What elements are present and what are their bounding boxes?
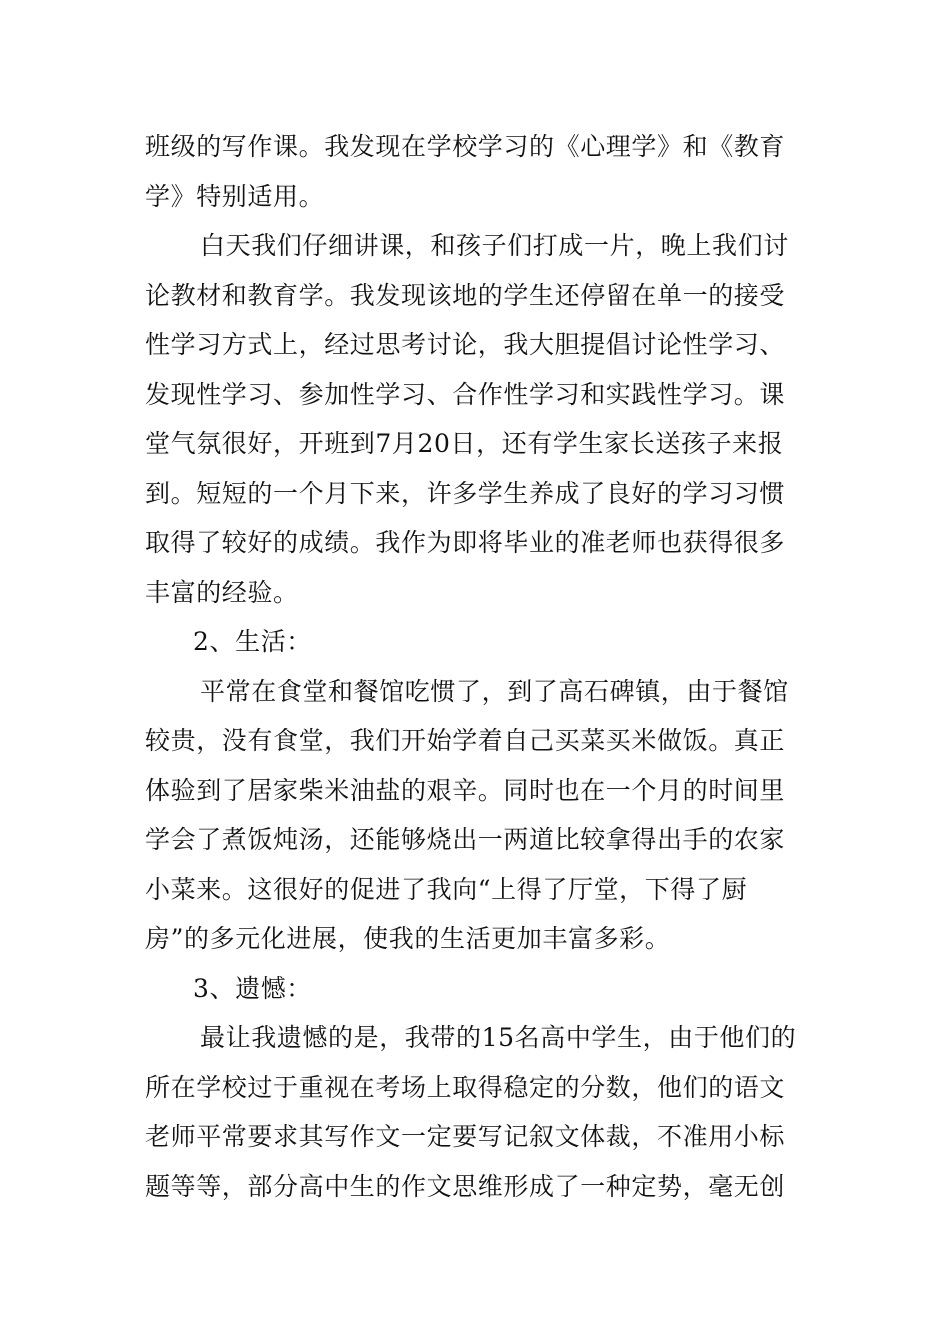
- text-line: 老师平常要求其写作文一定要写记叙文体裁，不准用小标: [145, 1122, 786, 1151]
- text-line: 房”的多元化进展，使我的生活更加丰富多彩。: [145, 924, 671, 953]
- text-line: 堂气氛很好，开班到7月20日，还有学生家长送孩子来报: [145, 429, 784, 458]
- text-line: 体验到了居家柴米油盐的艰辛。同时也在一个月的时间里: [145, 775, 786, 805]
- text-line: 丰富的经验。: [145, 577, 299, 607]
- text-line: 所在学校过于重视在考场上取得稳定的分数，他们的语文: [145, 1072, 786, 1102]
- text-line: 较贵，没有食堂，我们开始学着自己买菜买米做饭。真正: [145, 726, 786, 755]
- text-line: 论教材和教育学。我发现该地的学生还停留在单一的接受: [145, 280, 786, 310]
- text-line: 班级的写作课。我发现在学校学习的《心理学》和《教育: [145, 132, 786, 161]
- paragraph-first-line: 白天我们仔细讲课，和孩子们打成一片，晚上我们讨: [200, 231, 789, 260]
- section-heading-life: 2、生活：: [193, 627, 312, 656]
- text-line: 题等等，部分高中生的作文思维形成了一种定势，毫无创: [145, 1171, 786, 1201]
- text-line: 学会了煮饭炖汤，还能够烧出一两道比较拿得出手的农家: [145, 825, 786, 854]
- paragraph-first-line: 最让我遗憾的是，我带的15名高中学生，由于他们的: [200, 1023, 797, 1052]
- text-line: 发现性学习、参加性学习、合作性学习和实践性学习。课: [145, 379, 786, 409]
- text-line: 学》特别适用。: [145, 181, 325, 211]
- text-line: 到。短短的一个月下来，许多学生养成了良好的学习习惯: [145, 478, 786, 508]
- text-line: 取得了较好的成绩。我作为即将毕业的准老师也获得很多: [145, 528, 786, 557]
- section-heading-regret: 3、遗憾：: [193, 973, 312, 1003]
- text-line: 小菜来。这很好的促进了我向“上得了厅堂，下得了厨: [145, 874, 748, 904]
- text-line: 性学习方式上，经过思考讨论，我大胆提倡讨论性学习、: [145, 330, 786, 359]
- document-body: [145, 122, 815, 1211]
- paragraph-first-line: 平常在食堂和餐馆吃惯了，到了高石碑镇，由于餐馆: [200, 676, 789, 706]
